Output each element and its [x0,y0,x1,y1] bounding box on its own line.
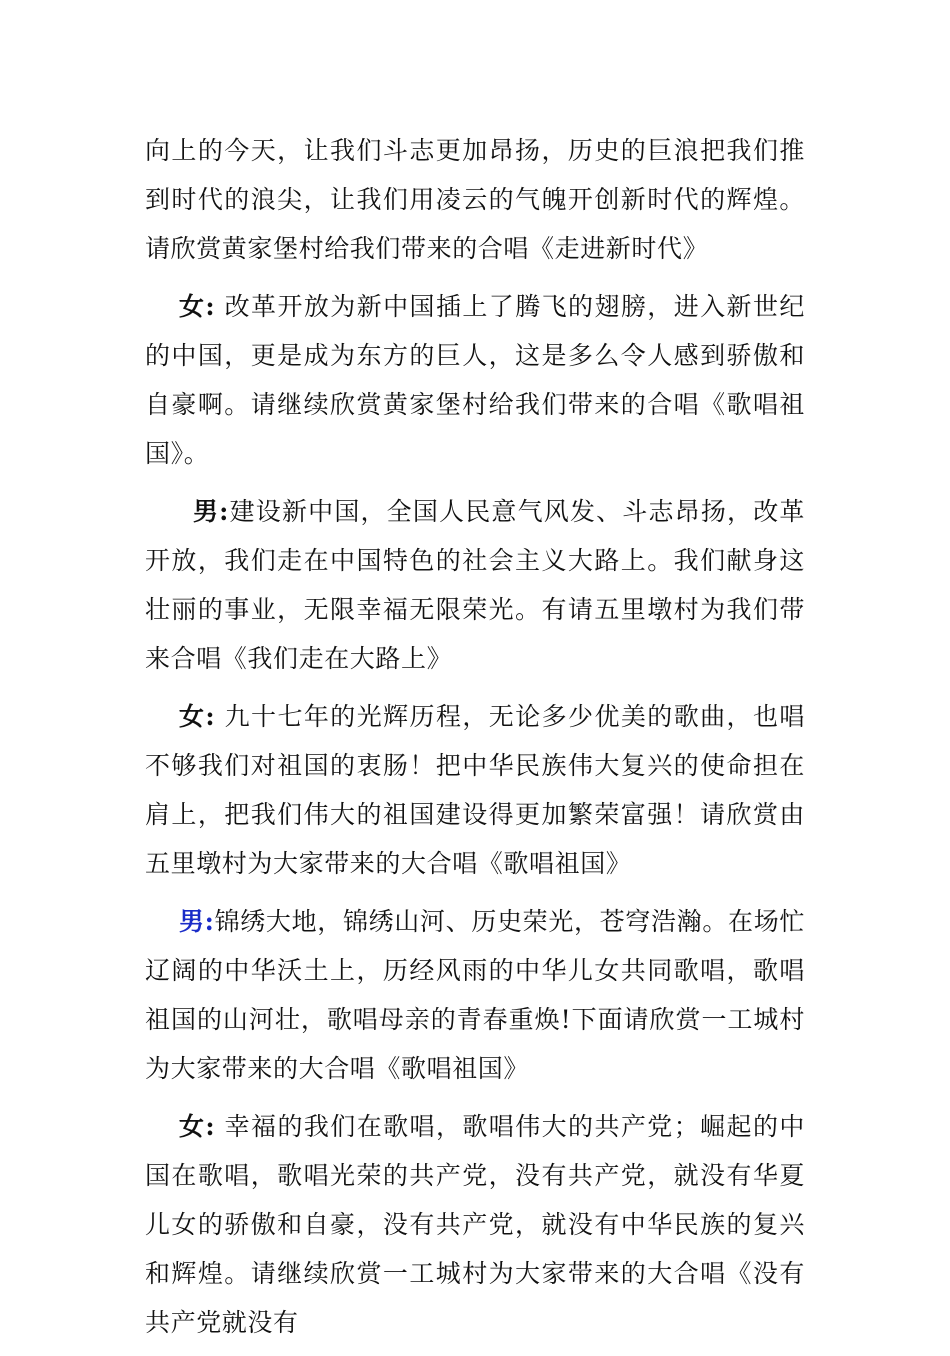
paragraph-text: 九十七年的光辉历程，无论多少优美的歌曲，也唱不够我们对祖国的衷肠！把中华民族伟大复兴的使命担在肩上，把我们伟大的祖国建设得更加繁荣富强！请欣赏由五里墩村为大家带来的大合唱《歌唱祖国》 [145,702,805,878]
paragraph-text: 建设新中国，全国人民意气风发、斗志昂扬，改革开放，我们走在中国特色的社会主义大路上。我们献身这壮丽的事业，无限幸福无限荣光。有请五里墩村为我们带来合唱《我们走在大路上》 [145,497,805,673]
paragraph-4 [145,692,805,888]
speaker-label-male-blue: 男: [179,907,215,936]
paragraph-2 [145,282,805,478]
paragraph-5 [145,897,805,1093]
speaker-label-male: 男: [193,497,230,526]
speaker-label-female: 女: [179,702,216,731]
paragraph-text: 幸福的我们在歌唱，歌唱伟大的共产党；崛起的中国在歌唱，歌唱光荣的共产党，没有共产党，就没有华夏儿女的骄傲和自豪，没有共产党，就没有中华民族的复兴和辉煌。请继续欣赏一工城村为大家带来的大合唱《没有共产党就没有 [145,1112,805,1337]
paragraph-1 [145,126,805,273]
paragraph-text: 向上的今天，让我们斗志更加昂扬，历史的巨浪把我们推到时代的浪尖，让我们用凌云的气魄开创新时代的辉煌。请欣赏黄家堡村给我们带来的合唱《走进新时代》 [145,136,805,263]
document-body [145,126,805,1356]
paragraph-text: 改革开放为新中国插上了腾飞的翅膀，进入新世纪的中国，更是成为东方的巨人，这是多么令人感到骄傲和自豪啊。请继续欣赏黄家堡村给我们带来的合唱《歌唱祖国》。 [145,292,805,468]
paragraph-6 [145,1102,805,1347]
speaker-label-female: 女: [179,292,216,321]
paragraph-text: 锦绣大地，锦绣山河、历史荣光，苍穹浩瀚。在场忙辽阔的中华沃土上，历经风雨的中华儿女共同歌唱，歌唱祖国的山河壮，歌唱母亲的青春重焕!下面请欣赏一工城村为大家带来的大合唱《歌唱祖国》 [145,907,805,1083]
paragraph-3 [145,487,805,683]
speaker-label-female: 女: [179,1112,216,1141]
